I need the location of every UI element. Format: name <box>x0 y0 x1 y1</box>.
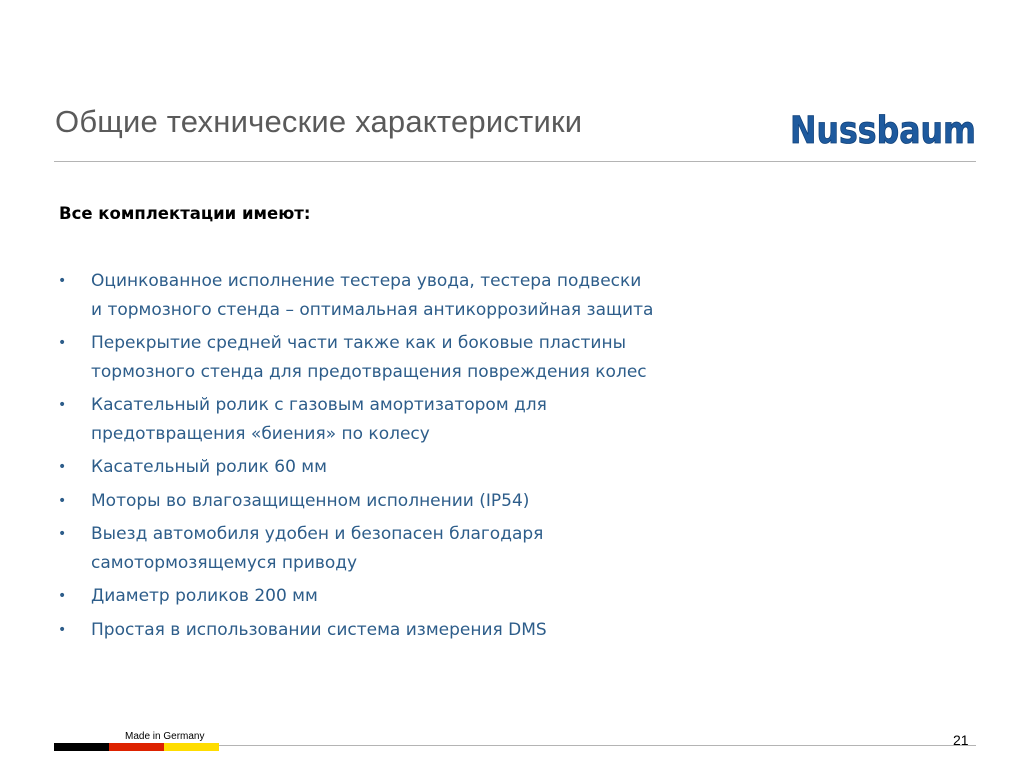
feature-text-line: Диаметр роликов 200 мм <box>91 586 318 606</box>
bullet-icon: • <box>58 459 67 475</box>
nussbaum-logo-graphic <box>789 107 977 152</box>
feature-list-item <box>58 582 778 611</box>
nussbaum-logo-text: Nussbaum <box>790 109 976 152</box>
feature-text-line: предотвращения «биения» по колесу <box>91 423 430 444</box>
section-heading: Все комплектации имеют: <box>59 204 311 223</box>
page-number: 21 <box>953 732 969 748</box>
feature-text-line: Простая в использовании система измерения DMS <box>91 619 547 640</box>
feature-text-line: и тормозного стенда – оптимальная антикоррозийная защита <box>91 299 654 320</box>
bullet-icon: • <box>58 588 67 604</box>
feature-list <box>58 267 778 649</box>
slide-title: Общие технические характеристики <box>55 104 583 139</box>
bullet-icon: • <box>58 492 67 509</box>
feature-text-line: Касательный ролик 60 мм <box>91 457 327 477</box>
bullet-icon: • <box>58 526 67 542</box>
feature-list-item <box>58 520 778 577</box>
bullet-icon: • <box>58 397 67 413</box>
flag-stripe <box>54 743 109 751</box>
feature-text-line: тормозного стенда для предотвращения повреждения колес <box>91 361 647 382</box>
feature-list-item <box>58 616 778 645</box>
german-flag-stripe <box>54 743 219 751</box>
flag-stripe <box>164 743 219 751</box>
feature-list-item <box>58 267 778 324</box>
feature-text-line: Моторы во влагозащищенном исполнении (IP54) <box>91 490 530 511</box>
feature-list-item <box>58 391 778 448</box>
feature-list-item <box>58 487 778 516</box>
title-divider <box>54 161 976 162</box>
feature-list-item <box>58 453 778 482</box>
feature-text-line: Оцинкованное исполнение тестера увода, тестера подвески <box>91 271 642 291</box>
bullet-icon: • <box>58 273 67 289</box>
made-in-germany-label: Made in Germany <box>125 731 205 742</box>
feature-text-line: Выезд автомобиля удобен и безопасен благодаря <box>91 524 544 544</box>
feature-list-item <box>58 329 778 386</box>
feature-text-line: самотормозящемуся приводу <box>91 552 358 573</box>
feature-text-line: Касательный ролик с газовым амортизатором для <box>91 395 547 415</box>
bullet-icon: • <box>58 621 67 638</box>
nussbaum-logo <box>789 107 977 151</box>
flag-stripe <box>109 743 164 751</box>
bullet-icon: • <box>58 335 67 351</box>
feature-text-line: Перекрытие средней части также как и боковые пластины <box>91 333 626 353</box>
